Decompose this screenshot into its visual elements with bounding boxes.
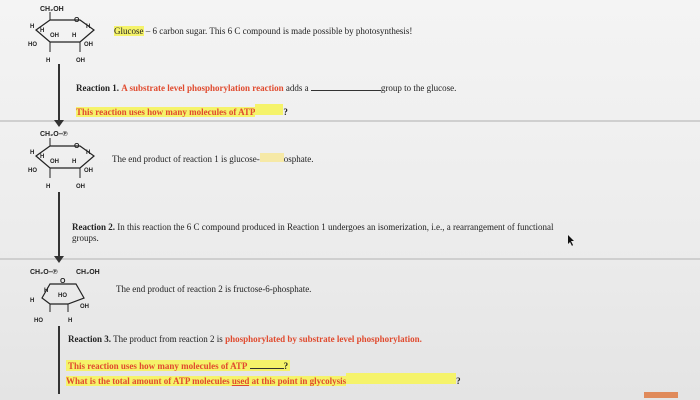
reaction3-text: Reaction 3. The product from reaction 2 is phosphorylated by substrate level phosphorylation. — [68, 334, 422, 344]
fructose-6-phosphate-structure — [28, 264, 116, 326]
ring-oxygen-label: O — [60, 278, 66, 285]
oh-label: OH — [84, 168, 93, 174]
oh-label: OH — [50, 159, 59, 165]
total-atp-answer-blank[interactable] — [346, 373, 456, 384]
reaction1-text: Reaction 1. A substrate level phosphorylation reaction adds a group to the glucose. — [76, 80, 456, 93]
oh-label: OH — [80, 304, 89, 310]
h-label: H — [86, 24, 91, 30]
reaction2-text: Reaction 2. In this reaction the 6 C compound produced in Reaction 1 undergoes an isomerization, i.e., a rearrangement of functional — [72, 222, 554, 232]
ring-oxygen-label: O — [74, 143, 80, 150]
oh-label: OH — [76, 184, 85, 190]
h-label: H — [86, 150, 91, 156]
h-label: H — [68, 318, 73, 324]
ho-label: HO — [58, 293, 67, 299]
end-product2-text: The end product of reaction 2 is fructose-6-phosphate. — [116, 284, 312, 294]
oh-label: OH — [84, 42, 93, 48]
mouse-cursor-icon — [568, 235, 576, 246]
h-label: H — [40, 28, 45, 34]
corner-tab — [644, 392, 678, 398]
h-label: H — [44, 288, 49, 294]
h-label: H — [30, 24, 35, 30]
end-product1-text: The end product of reaction 1 is glucose- osphate. — [112, 154, 314, 164]
oh-label: OH — [76, 58, 85, 64]
reaction2-text-line2: groups. — [72, 233, 99, 243]
ho-label: HO — [28, 42, 37, 48]
h-label: H — [30, 150, 35, 156]
reaction3-atp-question: This reaction uses how many molecules of ATP ? — [68, 361, 289, 371]
atp-answer-blank[interactable] — [250, 360, 284, 369]
oh-label: OH — [50, 33, 59, 39]
ch2oh-label: CH₂OH — [76, 269, 100, 276]
divider — [0, 258, 700, 260]
glucose-term: Glucose — [114, 26, 144, 36]
glucose-definition: Glucose – 6 carbon sugar. This 6 C compound is made possible by photosynthesis! — [114, 26, 413, 36]
ho-label: HO — [28, 168, 37, 174]
ring-oxygen-label: O — [74, 17, 80, 24]
divider — [0, 120, 700, 122]
glucose-structure — [28, 2, 108, 64]
h-label: H — [46, 184, 51, 190]
atp-answer-blank[interactable] — [255, 104, 283, 115]
glucose-6-phosphate-structure — [28, 128, 110, 190]
phosphorylation-highlight: phosphorylated by substrate level phosphorylation. — [225, 334, 422, 344]
h-label: H — [30, 298, 35, 304]
answer-blank[interactable] — [311, 80, 381, 91]
ch2o-phosphate-label: CH₂O–℗ — [40, 131, 68, 138]
flow-arrowhead — [54, 256, 64, 263]
answer-blank[interactable] — [260, 153, 284, 162]
h-label: H — [72, 33, 77, 39]
reaction1-atp-question: This reaction uses how many molecules of ATP ? — [76, 104, 288, 117]
ch2o-phosphate-label: CH₂O–℗ — [30, 269, 58, 276]
ch2oh-label: CH₂OH — [40, 6, 64, 13]
h-label: H — [72, 159, 77, 165]
substrate-level-highlight: A substrate level phosphorylation reaction — [121, 83, 284, 93]
ho-label: HO — [34, 318, 43, 324]
flow-arrow — [58, 64, 60, 122]
flow-arrowhead — [54, 120, 64, 127]
flow-arrow — [58, 326, 60, 394]
flow-arrow — [58, 192, 60, 258]
h-label: H — [46, 58, 51, 64]
h-label: H — [40, 154, 45, 160]
total-atp-question: What is the total amount of ATP molecules used at this point in glycolysis ? — [66, 373, 461, 386]
